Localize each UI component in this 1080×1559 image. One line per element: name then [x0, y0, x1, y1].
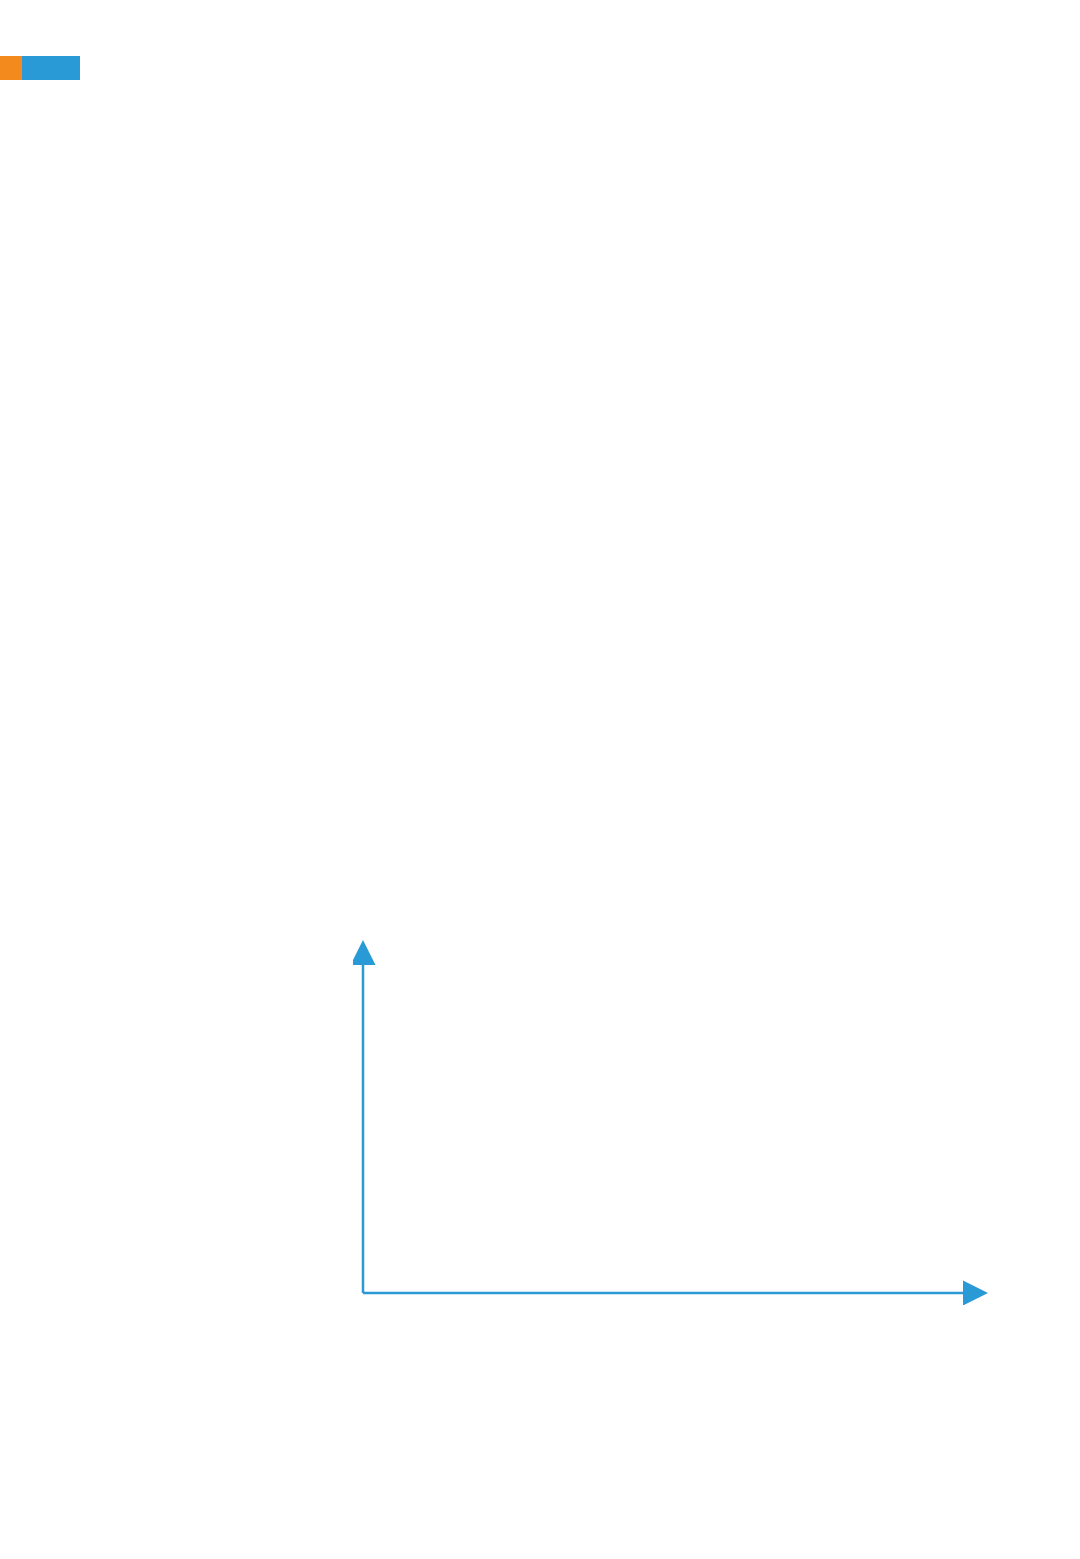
lifecycle-diagram [353, 935, 993, 1305]
header-accent-blue [22, 56, 80, 80]
header-accent-orange [0, 56, 22, 80]
